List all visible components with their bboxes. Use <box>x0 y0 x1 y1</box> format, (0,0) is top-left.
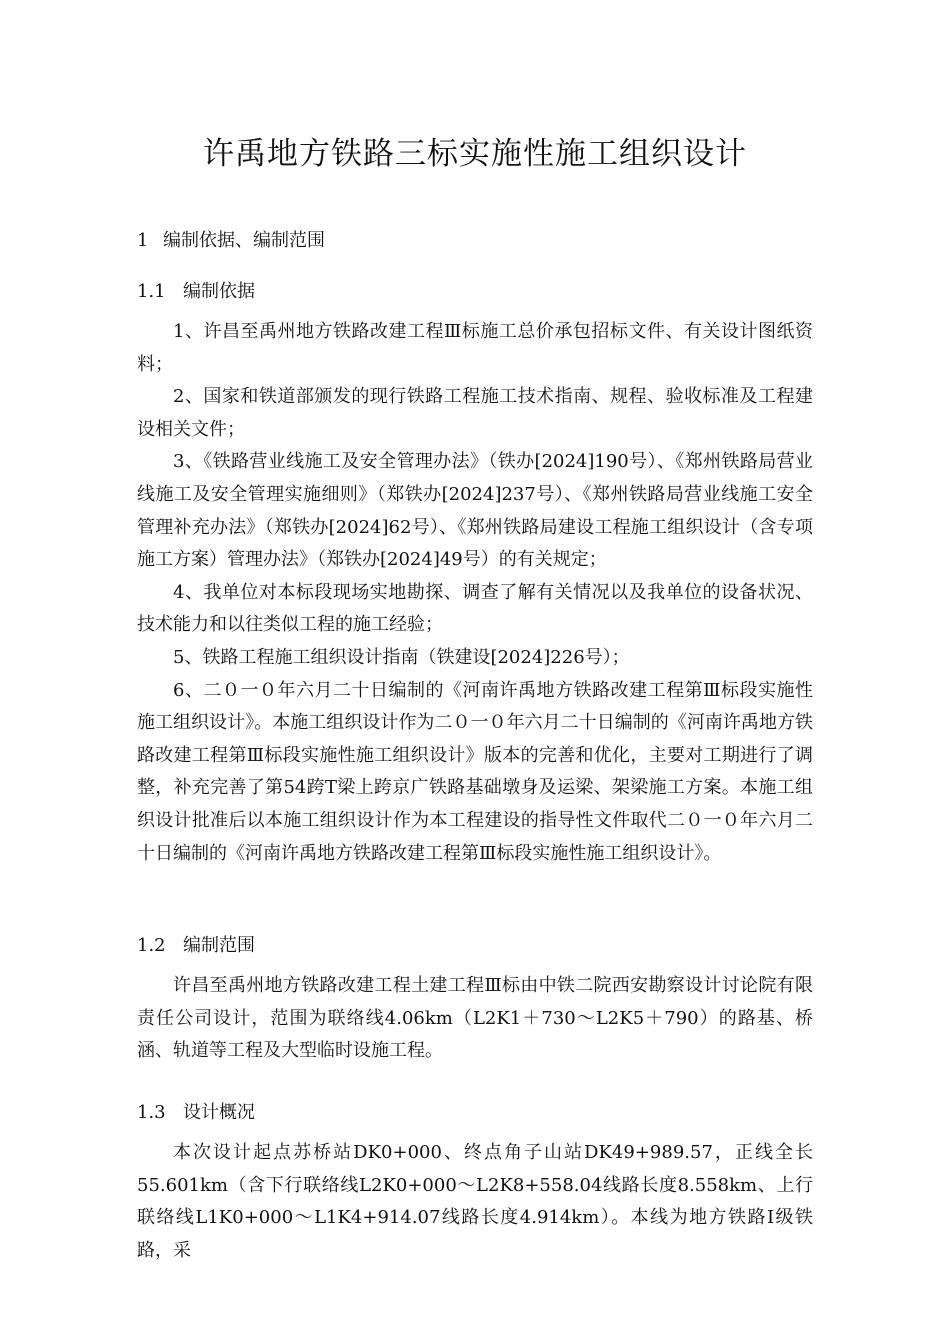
section-1-1-number: 1.1 <box>137 281 166 302</box>
section-1-3-title: 设计概况 <box>183 1102 255 1123</box>
document-title: 许禹地方铁路三标实施性施工组织设计 <box>203 136 747 172</box>
section-1-heading <box>137 226 325 252</box>
section-1-3-number: 1.3 <box>137 1102 166 1123</box>
basis-item-6: 6、二０一０年六月二十日编制的《河南许禹地方铁路改建工程第Ⅲ标段实施性施工组织设计》。本施工组织设计作为二０一０年六月二十日编制的《河南许禹地方铁路改建工程第Ⅲ标段实施性施工组织设计》版本的完善和优化，主要对工期进行了调整，补充完善了第54跨T梁上跨京广铁路基础墩身及运梁、架梁施工方案。本施工组织设计批准后以本施工组织设计作为本工程建设的指导性文件取代二０一０年六月二十日编制的《河南许禹地方铁路改建工程第Ⅲ标段实施性施工组织设计》。 <box>137 679 813 864</box>
section-1-2-title: 编制范围 <box>183 935 255 956</box>
basis-item-3: 3、《铁路营业线施工及安全管理办法》（铁办[2024]190号）、《郑州铁路局营业线施工及安全管理实施细则》（郑铁办[2024]237号）、《郑州铁路局营业线施工安全管理补充办法》（郑铁办[2024]62号）、《郑州铁路局建设工程施工组织设计（含专项施工方案）管理办法》（郑铁办[2024]49号）的有关规定； <box>137 451 813 571</box>
basis-item-2: 2、国家和铁道部颁发的现行铁路工程施工技术指南、规程、验收标准及工程建设相关文件； <box>137 386 813 440</box>
section-1-title: 编制依据、编制范围 <box>163 230 325 251</box>
section-1-2-number: 1.2 <box>137 935 166 956</box>
basis-item-4: 4、我单位对本标段现场实地勘探、调查了解有关情况以及我单位的设备状况、技术能力和以往类似工程的施工经验； <box>137 581 813 636</box>
section-1-3-heading <box>137 1098 255 1124</box>
section-1-3-body <box>137 1137 813 1267</box>
basis-item-1: 1、许昌至禹州地方铁路改建工程Ⅲ标施工总价承包招标文件、有关设计图纸资料； <box>137 321 813 375</box>
scope-paragraph: 许昌至禹州地方铁路改建工程土建工程Ⅲ标由中铁二院西安勘察设计讨论院有限责任公司设计，范围为联络线4.06km（L2K1＋730～L2K5＋790）的路基、桥涵、轨道等工程及大型临时设施工程。 <box>137 975 813 1062</box>
design-overview-paragraph: 本次设计起点苏桥站DK0+000、终点角子山站DK49+989.57，正线全长55.601km（含下行联络线L2K0+000～L2K8+558.04线路长度8.558km、上行联络线L1K0+000～L1K4+914.07线路长度4.914km）。本线为地方铁路Ⅰ级铁路，采 <box>137 1142 813 1261</box>
basis-item-5: 5、铁路工程施工组织设计指南（铁建设[2024]226号）； <box>173 646 630 668</box>
section-1-2-heading <box>137 931 255 957</box>
section-1-2-body <box>137 970 813 1068</box>
section-1-number: 1 <box>137 230 149 251</box>
section-1-1-body <box>137 316 813 870</box>
section-1-1-heading <box>137 277 255 303</box>
section-1-1-title: 编制依据 <box>183 281 255 302</box>
